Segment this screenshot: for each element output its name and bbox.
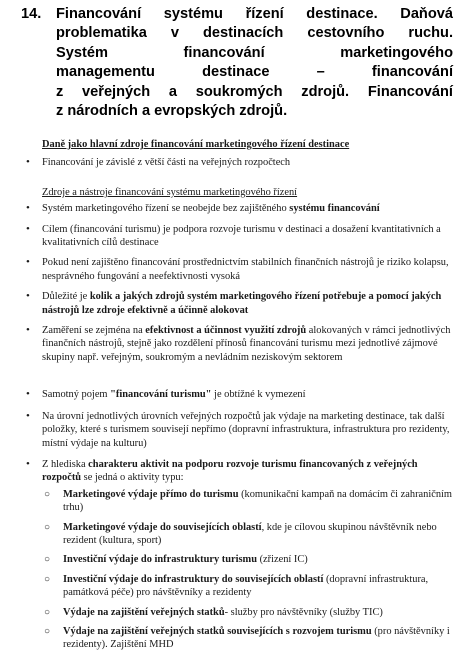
section-title-sources: Zdroje a nástroje financování systému marketingového řízení (42, 186, 298, 198)
text: Pokud není zajištěno financování prostřednictvím stabilních finančních nástrojů je riziko kolapsu, nesprávného fungování a neefektivnosti vysoká (42, 257, 449, 282)
sub-list-item (42, 625, 458, 652)
text: , kde je cílovou skupinou návštěvník nebo rezident (kultura, sport) (63, 521, 437, 546)
text: - služby pro návštěvníky (služby TIC) (224, 606, 383, 618)
text: (zřizení IC) (256, 554, 308, 566)
sub-list-item (42, 606, 458, 619)
sub-bullet-list (42, 488, 458, 652)
bold-text: Výdaje na zajištění veřejných statků (63, 606, 225, 618)
bold-text: "financování turismu" (110, 389, 212, 401)
text: Systém marketingového řízení se neobejde bez zajištěného (42, 203, 290, 215)
bold-text: Marketingové výdaje přímo do turismu (63, 488, 239, 500)
text: Cílem (financování turismu) je podpora rozvoje turismu v destinaci a dosažení kvantitativních a kvalitativních cílů destinace (42, 223, 441, 249)
text: Z hlediska (42, 458, 89, 470)
heading-number: 14. (21, 6, 42, 22)
sub-list-item (42, 521, 458, 548)
text: (pro návštěvníky i rezidenty). Zajištění MHD (63, 625, 450, 651)
list-item (22, 388, 458, 401)
heading-line: z národních a evropských zdrojů. (56, 103, 288, 120)
bold-text: charakteru aktivit na podporu rozvoje turismu financovaných z veřejných rozpočtů (42, 458, 418, 484)
heading-line: Systém financování marketingového (56, 44, 453, 61)
list-item (22, 223, 458, 250)
list-item (22, 290, 458, 317)
heading-line: managementu destinace – financování (56, 64, 453, 81)
bold-text: Marketingové výdaje do souvisejících oblastí (63, 521, 262, 533)
page-heading (21, 5, 453, 121)
text: (komunikační kampaň na domácím či zahraničním trhu) (63, 488, 452, 514)
bold-text: efektivnost a účinnost využití zdrojů (145, 325, 307, 337)
text: alokovaných v rámci jednotlivých finančních nástrojů, stejně jako rozdělení přínosů financování turismu mezi jednotlivé zájmové skupiny např. veřejným, soukromým a nevládním neziskovým sektorem (42, 325, 451, 363)
text: Na úrovní jednotlivých úrovních veřejných rozpočtů jak výdaje na marketing destinace, tak další položky, které s turismem souvisejí nepřímo (dopravní infrastruktura, infrastruktura pro rezidenty, místní výdaje na kulturu) (42, 410, 450, 449)
text: (dopravní infrastruktura, památková péče) pro návštěvníky a rezidenty (63, 573, 429, 599)
bullet-list (22, 156, 458, 169)
bold-text: Investiční výdaje do infrastruktury turismu (63, 554, 257, 566)
list-item (22, 202, 458, 215)
list-item (22, 458, 458, 652)
bold-text: kolik a jakých zdrojů systém marketingového řízení potřebuje a pomocí jakých nástrojů lze zdroje efektivně a účinně alokovat (42, 291, 442, 316)
bold-text: Investiční výdaje do infrastruktury do souvisejících oblastí (63, 573, 324, 585)
document-body (22, 138, 458, 658)
text: je obtížné k vymezení (211, 389, 306, 401)
bold-text: Výdaje na zajištění veřejných statků souvisejících s rozvojem turismu (63, 625, 372, 637)
heading-line: problematika v destinacích cestovního ruchu. (56, 25, 453, 42)
text: Zaměření se zejména na (42, 325, 146, 337)
sub-list-item (42, 488, 458, 515)
bold-text: systému financování (289, 203, 380, 215)
heading-line: Financování systému řízení destinace. Daňová (56, 6, 453, 22)
list-item (22, 156, 458, 169)
bullet-list (22, 388, 458, 652)
list-item (22, 324, 458, 364)
list-item-text: Financování je závislé z větší části na veřejných rozpočtech (42, 157, 291, 169)
bullet-list (22, 202, 458, 364)
list-item (22, 410, 458, 450)
text: Samotný pojem (42, 389, 111, 401)
section-title-taxes: Daně jako hlavní zdroje financování marketingového řízení destinace (42, 139, 350, 150)
list-item (22, 256, 458, 283)
heading-line: z veřejných a soukromých zdrojů. Financování (56, 83, 453, 100)
sub-list-item (42, 553, 458, 566)
sub-list-item (42, 573, 458, 600)
text: se jedná o aktivity typu: (81, 472, 184, 484)
text: Důležité je (42, 291, 90, 303)
